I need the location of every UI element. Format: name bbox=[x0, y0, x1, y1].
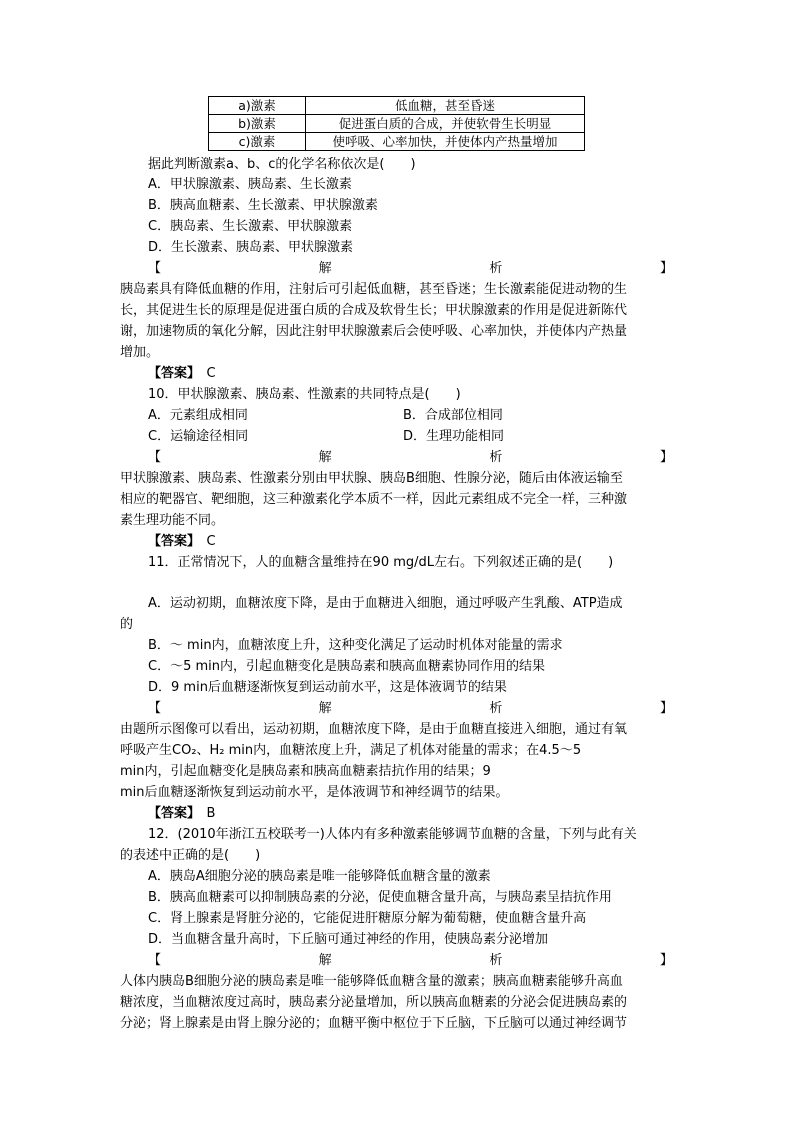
q12-option-c: C．肾上腺素是肾脏分泌的，它能促进肝糖原分解为葡萄糖，使血糖含量升高 bbox=[148, 911, 587, 926]
q10-option-a: A．元素组成相同 bbox=[148, 408, 248, 423]
q12-stem: 12．(2010年浙江五校联考一)人体内有多种激素能够调节血糖的含量，下列与此有关 bbox=[148, 827, 637, 842]
q12-analysis-line: 糖浓度，当血糖浓度过高时，胰岛素分泌量增加，所以胰高血糖素的分泌会促进胰岛素的 bbox=[120, 995, 628, 1010]
analysis-word: 析 bbox=[489, 450, 503, 465]
analysis-word: 解 bbox=[318, 261, 332, 276]
q12-option-d: D．当血糖含量升高时，下丘脑可通过神经的作用，使胰岛素分泌增加 bbox=[148, 932, 549, 947]
answer-value: B bbox=[206, 806, 216, 821]
q11-option-a: A．运动初期，血糖浓度下降，是由于血糖进入细胞，通过呼吸产生乳酸、ATP造成 bbox=[148, 596, 623, 611]
q10-analysis-line: 相应的靶器官、靶细胞，这三种激素化学本质不一样，因此元素组成不完全一样，三种激 bbox=[120, 492, 628, 507]
analysis-word: 解 bbox=[318, 701, 332, 716]
bracket-close: 】 bbox=[659, 261, 673, 276]
q12-stem-cont: 的表述中正确的是( ) bbox=[120, 848, 261, 863]
bracket-open: 【 bbox=[148, 261, 162, 276]
q10-analysis-header bbox=[148, 448, 673, 468]
hormone-name: a)激素 bbox=[209, 97, 306, 115]
bracket-open: 【 bbox=[148, 701, 162, 716]
answer-value: C bbox=[206, 366, 216, 381]
q11-option-c: C．～5 min内，引起血糖变化是胰岛素和胰高血糖素协同作用的结果 bbox=[148, 659, 545, 674]
bracket-close: 】 bbox=[659, 953, 673, 968]
bracket-close: 】 bbox=[659, 701, 673, 716]
answer-tag: 【答案】 bbox=[148, 534, 194, 549]
q12-option-a: A．胰岛A细胞分泌的胰岛素是唯一能够降低血糖含量的激素 bbox=[148, 869, 491, 884]
hormone-name: b)激素 bbox=[209, 115, 306, 133]
q9-stem: 据此判断激素a、b、c的化学名称依次是( ) bbox=[148, 157, 416, 172]
answer-tag: 【答案】 bbox=[148, 366, 194, 381]
q9-option-d: D．生长激素、胰岛素、甲状腺激素 bbox=[148, 240, 354, 255]
hormone-table bbox=[208, 96, 585, 151]
q12-analysis-line: 人体内胰岛B细胞分泌的胰岛素是唯一能够降低血糖含量的激素；胰高血糖素能够升高血 bbox=[120, 974, 623, 989]
analysis-word: 析 bbox=[489, 953, 503, 968]
q11-analysis-line: min后血糖逐渐恢复到运动前水平，是体液调节和神经调节的结果。 bbox=[120, 785, 509, 800]
q9-answer bbox=[148, 364, 216, 384]
q10-option-d: D．生理功能相同 bbox=[403, 429, 505, 444]
q11-option-a-cont: 的 bbox=[120, 617, 134, 632]
table-row bbox=[209, 115, 585, 133]
q11-option-b: B．～ min内，血糖浓度上升，这种变化满足了运动时机体对能量的需求 bbox=[148, 638, 563, 653]
q11-analysis-header bbox=[148, 699, 673, 719]
analysis-word: 析 bbox=[489, 701, 503, 716]
q10-analysis-line: 素生理功能不同。 bbox=[120, 513, 225, 528]
q11-stem: 11．正常情况下，人的血糖含量维持在90 mg/dL左右。下列叙述正确的是( ) bbox=[148, 555, 614, 570]
q11-option-d: D．9 min后血糖逐渐恢复到运动前水平，这是体液调节的结果 bbox=[148, 680, 507, 695]
analysis-word: 析 bbox=[489, 261, 503, 276]
q9-option-c: C．胰岛素、生长激素、甲状腺激素 bbox=[148, 219, 353, 234]
q12-analysis-line: 分泌；肾上腺素是由肾上腺分泌的；血糖平衡中枢位于下丘脑，下丘脑可以通过神经调节 bbox=[120, 1016, 628, 1031]
q10-stem: 10．甲状腺激素、胰岛素、性激素的共同特点是( ) bbox=[148, 387, 461, 402]
q11-analysis-line: min内，引起血糖变化是胰岛素和胰高血糖素拮抗作用的结果；9 bbox=[120, 764, 491, 779]
q9-option-b: B．胰高血糖素、生长激素、甲状腺激素 bbox=[148, 198, 378, 213]
hormone-effect: 低血糖，甚至昏迷 bbox=[306, 97, 585, 115]
q9-analysis-header bbox=[148, 259, 673, 279]
q12-option-b: B．胰高血糖素可以抑制胰岛素的分泌，促使血糖含量升高，与胰岛素呈拮抗作用 bbox=[148, 890, 612, 905]
bracket-open: 【 bbox=[148, 450, 162, 465]
answer-tag: 【答案】 bbox=[148, 806, 194, 821]
hormone-name: c)激素 bbox=[209, 133, 306, 151]
q9-analysis-line: 谢，加速物质的氧化分解，因此注射甲状腺激素后会使呼吸、心率加快，并使体内产热量 bbox=[120, 324, 628, 339]
q10-option-c: C．运输途径相同 bbox=[148, 429, 249, 444]
hormone-effect: 使呼吸、心率加快，并使体内产热量增加 bbox=[306, 133, 585, 151]
q9-analysis-line: 增加。 bbox=[120, 345, 160, 360]
bracket-open: 【 bbox=[148, 953, 162, 968]
q9-analysis-line: 长，其促进生长的原理是促进蛋白质的合成及软骨生长；甲状腺激素的作用是促进新陈代 bbox=[120, 303, 628, 318]
analysis-word: 解 bbox=[318, 450, 332, 465]
q11-answer bbox=[148, 804, 215, 824]
q9-analysis-line: 胰岛素具有降低血糖的作用，注射后可引起低血糖，甚至昏迷；生长激素能促进动物的生 bbox=[120, 282, 628, 297]
q10-option-b: B．合成部位相同 bbox=[403, 408, 503, 423]
q12-analysis-header bbox=[148, 951, 673, 971]
q11-analysis-line: 由题所示图像可以看出，运动初期，血糖浓度下降，是由于血糖直接进入细胞，通过有氧 bbox=[120, 722, 628, 737]
analysis-word: 解 bbox=[318, 953, 332, 968]
q10-answer bbox=[148, 532, 216, 552]
bracket-close: 】 bbox=[659, 450, 673, 465]
table-row bbox=[209, 133, 585, 151]
q10-analysis-line: 甲状腺激素、胰岛素、性激素分别由甲状腺、胰岛B细胞、性腺分泌，随后由体液运输至 bbox=[120, 471, 623, 486]
answer-value: C bbox=[206, 534, 216, 549]
q9-option-a: A．甲状腺激素、胰岛素、生长激素 bbox=[148, 177, 352, 192]
table-row bbox=[209, 97, 585, 115]
q11-analysis-line: 呼吸产生CO₂、H₂ min内，血糖浓度上升，满足了机体对能量的需求；在4.5～5 bbox=[120, 743, 582, 758]
hormone-effect: 促进蛋白质的合成，并使软骨生长明显 bbox=[306, 115, 585, 133]
